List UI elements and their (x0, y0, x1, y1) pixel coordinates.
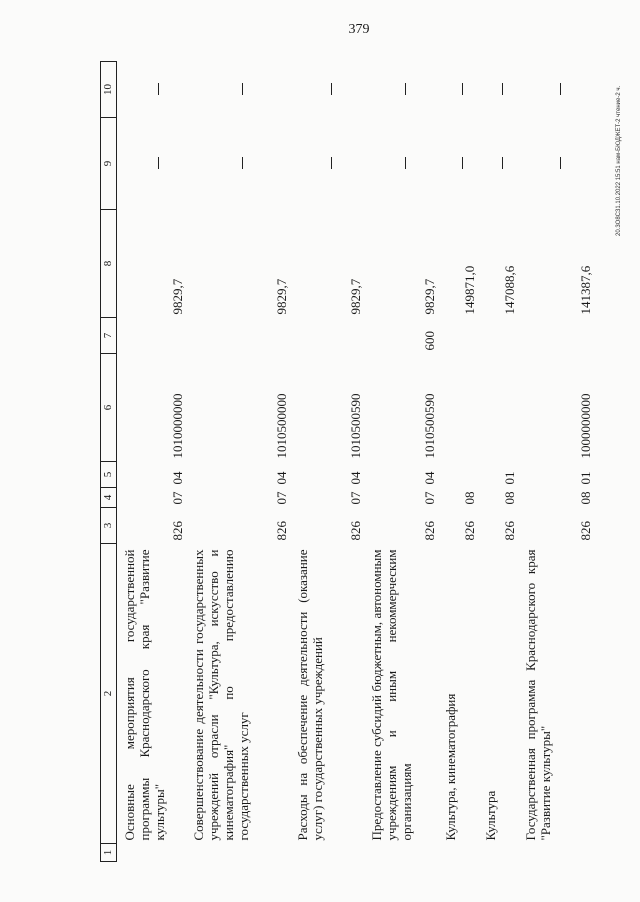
amount-col10 (291, 62, 365, 118)
pr-code: 04 (169, 471, 185, 485)
row-name: Основные мероприятия государственной программы Краснодарского края "Развитие культуры" (122, 549, 167, 841)
amount-col10 (365, 62, 439, 118)
column-number: 3 (101, 508, 117, 544)
csr-code: 1010000000 (169, 393, 185, 459)
vr-code (117, 318, 187, 354)
column-number: 2 (101, 544, 117, 844)
ved-code: 826 (347, 521, 363, 541)
dash-mark (158, 158, 159, 170)
amount-col8: 9829,7 (273, 278, 289, 315)
amount-col8: 147088,6 (501, 265, 517, 315)
ved-code: 826 (169, 521, 185, 541)
pr-code: 04 (347, 471, 363, 485)
page-number: 379 (348, 22, 370, 37)
row-name: Расходы на обеспечение деятельности (оказание услуг) государственных учреждений (294, 549, 325, 841)
rz-code: 07 (273, 491, 289, 505)
dash-mark (158, 84, 159, 96)
table-row (479, 62, 519, 862)
dash-mark (502, 158, 503, 170)
column-number: 7 (101, 318, 117, 354)
amount-col9 (117, 118, 187, 210)
row-index-cell (291, 844, 365, 862)
row-index-cell (439, 844, 479, 862)
amount-col9 (291, 118, 365, 210)
table-row (291, 62, 365, 862)
pr-code: 01 (577, 471, 593, 485)
table-row (439, 62, 479, 862)
amount-col9 (439, 118, 479, 210)
table-row (187, 62, 291, 862)
column-number: 5 (101, 462, 117, 488)
row-name: Культура (482, 790, 498, 841)
amount-col10 (519, 62, 595, 118)
row-index-cell (519, 844, 595, 862)
row-index-cell (187, 844, 291, 862)
csr-code (439, 354, 479, 462)
csr-code: 1010500590 (421, 393, 437, 459)
document-stamp: 20.3О8С31.10.2022 15:51 нам-БЮДЖЕТ-2 чтениe-2 ч. (616, 85, 622, 236)
pr-code: 04 (421, 471, 437, 485)
rz-code: 07 (169, 491, 185, 505)
vr-code (479, 318, 519, 354)
vr-code (439, 318, 479, 354)
amount-col10 (187, 62, 291, 118)
column-number: 1 (101, 844, 117, 862)
dash-mark (502, 84, 503, 96)
dash-mark (331, 158, 332, 170)
row-name: Предоставление субсидий бюджетным, автономным учреждениям и иным некоммерческим организациям (368, 549, 414, 841)
column-number: 4 (101, 488, 117, 508)
csr-code: 1000000000 (577, 393, 593, 459)
rz-code: 08 (501, 491, 517, 505)
pr-code: 04 (273, 471, 289, 485)
rz-code: 08 (577, 491, 593, 505)
row-index-cell (479, 844, 519, 862)
rz-code: 08 (461, 491, 477, 505)
column-number: 8 (101, 210, 117, 318)
amount-col9 (479, 118, 519, 210)
amount-col8: 141387,6 (577, 265, 593, 315)
dash-mark (242, 84, 243, 96)
dash-mark (462, 84, 463, 96)
column-number: 6 (101, 354, 117, 462)
pr-code: 01 (501, 471, 517, 485)
vr-code: 600 (421, 331, 437, 351)
dash-mark (560, 84, 561, 96)
ved-code: 826 (461, 521, 477, 541)
csr-code: 1010500590 (347, 393, 363, 459)
row-index-cell (117, 844, 187, 862)
csr-code: 1010500000 (273, 393, 289, 459)
row-name: Государственная программа Краснодарского края "Развитие культуры" (522, 549, 553, 841)
table-row (117, 62, 187, 862)
amount-col9 (187, 118, 291, 210)
amount-col8: 9829,7 (421, 278, 437, 315)
amount-col10 (479, 62, 519, 118)
row-name: Культура, кинематография (442, 693, 458, 841)
amount-col8: 9829,7 (347, 278, 363, 315)
column-number: 9 (101, 118, 117, 210)
amount-col9 (365, 118, 439, 210)
ved-code: 826 (421, 521, 437, 541)
vr-code (291, 318, 365, 354)
csr-code (479, 354, 519, 462)
dash-mark (405, 84, 406, 96)
dash-mark (242, 158, 243, 170)
table-row (365, 62, 439, 862)
vr-code (187, 318, 291, 354)
rz-code: 07 (347, 491, 363, 505)
ved-code: 826 (273, 521, 289, 541)
ved-code: 826 (577, 521, 593, 541)
amount-col8: 149871,0 (461, 265, 477, 315)
dash-mark (462, 158, 463, 170)
column-number-row (101, 62, 117, 862)
ved-code: 826 (501, 521, 517, 541)
row-index-cell (365, 844, 439, 862)
rz-code: 07 (421, 491, 437, 505)
budget-table (100, 61, 595, 862)
amount-col10 (117, 62, 187, 118)
row-name: Совершенствование деятельности государственных учреждений отрасли "Культура, искусство и кинематография" по предоставлению государственных услуг (190, 549, 251, 841)
amount-col8: 9829,7 (169, 278, 185, 315)
dash-mark (560, 158, 561, 170)
table-row (519, 62, 595, 862)
column-number: 10 (101, 62, 117, 118)
vr-code (519, 318, 595, 354)
budget-table-rotated (100, 62, 595, 862)
pr-code (439, 462, 479, 488)
dash-mark (331, 84, 332, 96)
amount-col9 (519, 118, 595, 210)
amount-col10 (439, 62, 479, 118)
dash-mark (405, 158, 406, 170)
